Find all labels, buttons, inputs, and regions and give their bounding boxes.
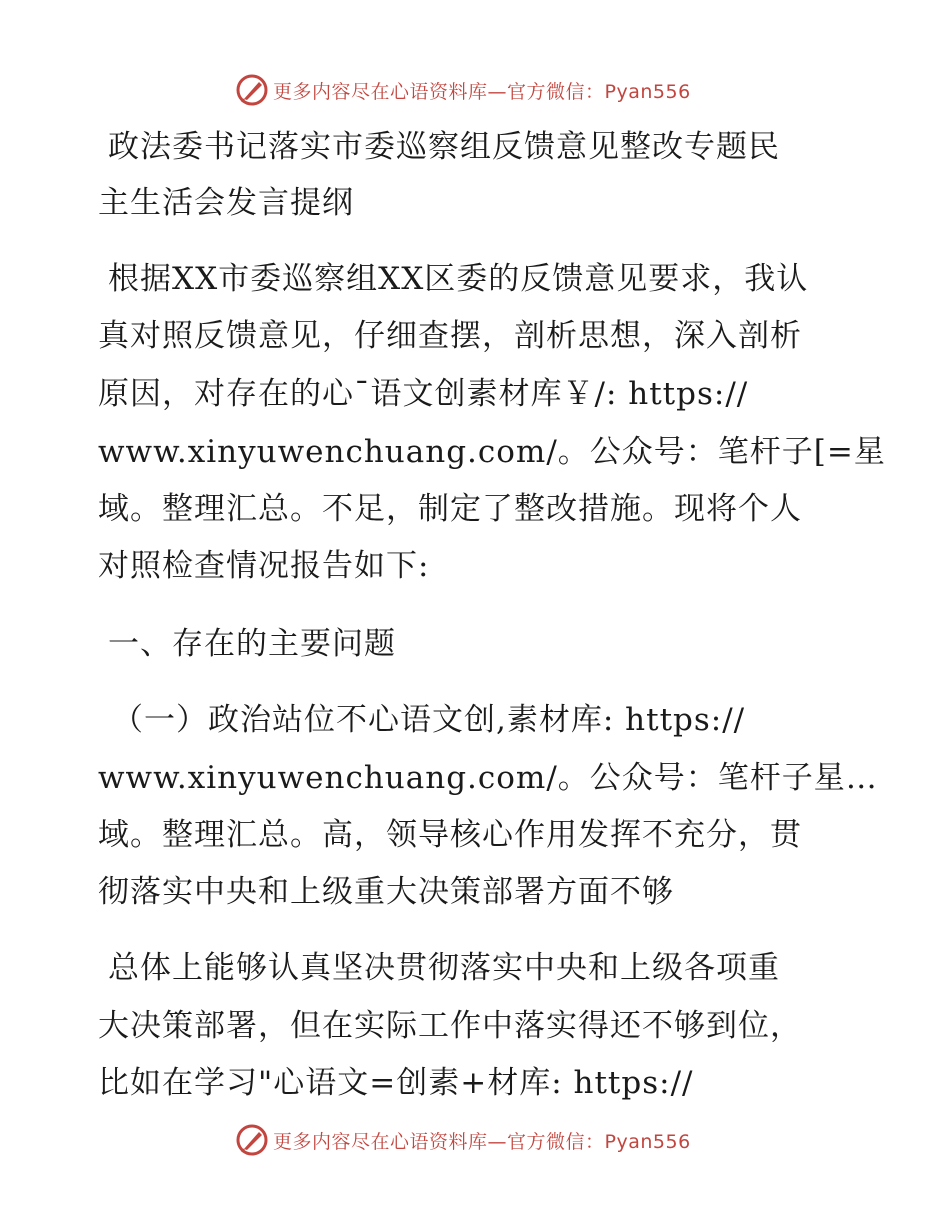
para2-line-3: 比如在学习"心语文=创素+材库: https:// <box>98 1065 694 1101</box>
quill-pen-circle-icon <box>235 1123 269 1157</box>
item1-line-1: （一）政治站位不心语文创,素材库: https:// <box>112 702 746 738</box>
quill-pen-circle-icon <box>235 73 269 107</box>
document-title-line-1: 政法委书记落实市委巡察组反馈意见整改专题民 <box>108 129 780 165</box>
intro-line-2: 真对照反馈意见，仔细查摆，剖析思想，深入剖析 <box>98 318 802 354</box>
intro-line-6: 对照检查情况报告如下: <box>98 548 430 584</box>
item1-line-3: 域。整理汇总。高，领导核心作用发挥不充分，贯 <box>98 817 802 853</box>
para2-line-2: 大决策部署，但在实际工作中落实得还不够到位， <box>98 1008 802 1044</box>
watermark-text: 更多内容尽在心语资料库—官方微信：Pyan556 <box>273 1130 691 1153</box>
watermark-text: 更多内容尽在心语资料库—官方微信：Pyan556 <box>273 80 691 103</box>
intro-line-5: 域。整理汇总。不足，制定了整改措施。现将个人 <box>98 491 802 527</box>
intro-line-4: www.xinyuwenchuang.com/。公众号：笔杆子[=星 <box>98 434 886 470</box>
header-watermark <box>235 70 691 110</box>
para2-line-1: 总体上能够认真坚决贯彻落实中央和上级各项重 <box>108 950 780 986</box>
item1-line-4: 彻落实中央和上级重大决策部署方面不够 <box>98 874 674 910</box>
footer-watermark <box>235 1120 691 1160</box>
section-heading: 一、存在的主要问题 <box>108 626 396 662</box>
intro-line-3: 原因，对存在的心¯语文创素材库￥/: https:// <box>98 376 749 412</box>
intro-line-1: 根据XX市委巡察组XX区委的反馈意见要求，我认 <box>108 261 809 297</box>
item1-line-2: www.xinyuwenchuang.com/。公众号：笔杆子星… <box>98 760 878 796</box>
document-title-line-2: 主生活会发言提纲 <box>98 185 354 221</box>
